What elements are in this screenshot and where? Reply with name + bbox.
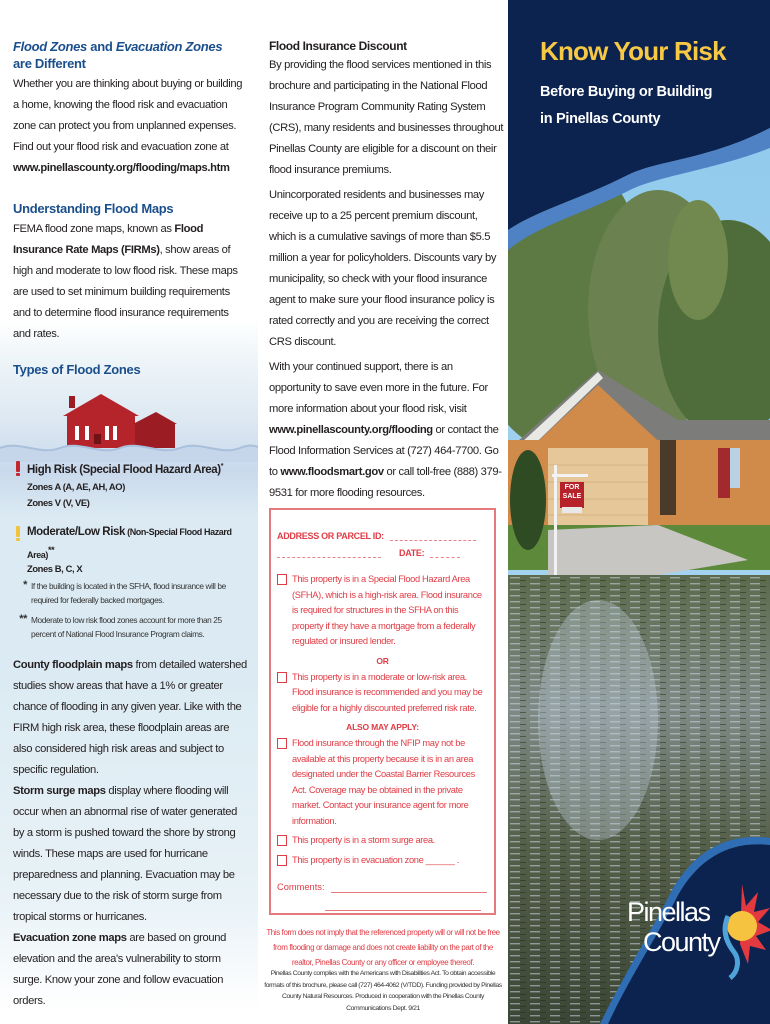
maps-link[interactable]: www.pinellascounty.org/flooding/maps.htm bbox=[13, 162, 230, 174]
zones-bcx: Zones B, C, X bbox=[27, 562, 83, 574]
discount-para-2: Unincorporated residents and businesses may receive up to a 25 percent premium discount, which is a cumulative savings of more than $5.5 million a year for policyholders. Discounts vary by municipality, so check with your flood insurance agent to make sure your flood insurance policy is rated correctly and you are receiving the correct CRS discount. bbox=[269, 189, 497, 348]
also-may-apply-label: ALSO MAY APPLY: bbox=[346, 722, 419, 732]
property-disclosure-form bbox=[269, 508, 496, 915]
high-risk-alert-icon bbox=[15, 461, 21, 476]
pinellas-county-logo: Pinellas County bbox=[622, 880, 770, 1010]
checkbox-moderate-risk[interactable] bbox=[277, 672, 287, 683]
check-row-moderate: This property is in a moderate or low-risk area. Flood insurance is recommended and you may be eligible for a highly discounted preferred risk rate. bbox=[277, 670, 488, 717]
comments-field-line2[interactable] bbox=[325, 893, 481, 911]
zones-v: Zones V (V, VE) bbox=[27, 496, 90, 508]
center-panel bbox=[258, 0, 508, 1024]
section-heading-zones: Flood Zones and Evacuation Zones are Different bbox=[13, 39, 223, 71]
section-heading-understanding: Understanding Flood Maps bbox=[13, 201, 174, 216]
understanding-maps-section bbox=[13, 200, 248, 345]
understanding-maps-text: FEMA flood zone maps, known as Flood Insurance Rate Maps (FIRMs), show areas of high and moderate to low flood risk. These maps are used to set minimum building requirements and to determine flood insurance requirements and rates. bbox=[13, 223, 238, 340]
comments-label: Comments: bbox=[277, 882, 325, 892]
date-label: DATE: bbox=[399, 548, 425, 558]
discount-para-3: With your continued support, there is an opportunity to save even more in the future. For more information about your flood risk, visit www.pinellascounty.org/flooding or contact the Flood Information Services at (727) 464-7700. Go to www.floodsmart.gov or call toll-free (888) 379-9531 for more flooding resources. bbox=[269, 361, 502, 499]
checkbox-cbra[interactable] bbox=[277, 738, 287, 749]
footnote-claims: ** Moderate to low risk flood zones account for more than 25 percent of National Flood Insurance Program claims. bbox=[19, 612, 222, 639]
check-row-cbra: Flood insurance through the NFIP may not be available at this property because it is in an area designated under the Coastal Barrier Resources Act. Coverage may be obtained in the private market. Contact your insurance agent for more information. bbox=[277, 736, 488, 829]
ada-notice: Pinellas County complies with the Americans with Disabilities Act. To obtain accessible formats of this brochure, please call (727) 464-4062 (V/TDD). Funding provided by Pinellas County Natural Resources. Produced in cooperation with the Pinellas County Communications Dept. 9/21 bbox=[264, 970, 502, 1012]
form-disclaimer: This form does not imply that the referenced property will or will not be free from flooding or damage and does not create liability on the part of the realtor, Pinellas County or any officer or employee thereof. bbox=[266, 928, 500, 967]
flooded-house-photo bbox=[508, 0, 770, 1024]
zones-intro-section bbox=[13, 38, 248, 190]
flooding-link[interactable]: www.pinellascounty.org/flooding bbox=[269, 424, 433, 436]
check-row-evac-zone: This property is in evacuation zone ______ . bbox=[277, 853, 488, 869]
address-field-line2[interactable] bbox=[277, 557, 381, 558]
floodsmart-link[interactable]: www.floodsmart.gov bbox=[280, 466, 384, 478]
water-wave-icon bbox=[0, 438, 258, 462]
date-field[interactable] bbox=[430, 557, 460, 558]
footnote-sfha: * If the building is located in the SFHA, flood insurance will be required for federally backed mortgages. bbox=[23, 578, 226, 605]
discount-heading: Flood Insurance Discount bbox=[269, 39, 407, 53]
section-heading-types: Types of Flood Zones bbox=[13, 362, 141, 377]
checkbox-sfha[interactable] bbox=[277, 574, 287, 585]
cover-title: Know Your Risk bbox=[540, 36, 726, 66]
address-label: ADDRESS OR PARCEL ID: bbox=[277, 531, 384, 541]
zones-a: Zones A (A, AE, AH, AO) bbox=[27, 480, 125, 492]
maps-description: County floodplain maps from detailed watershed studies show areas that have a 1% or greater chance of flooding in any given year. Like with the FIRM high risk area, these floodplain areas are also considered high risk areas and subject to specific regulation. Storm surge maps display where flooding will occur when an abnormal rise of water generated by a storm is pushed toward the shore by strong winds. These maps are used for hurricane preparedness and planning. Evacuation may be necessary due to the risk of storm surge from tropical storms or hurricanes. Evacuation zone maps are based on ground elevation and the area's vulnerability to storm surge. Know your zone and follow evacuation orders. bbox=[13, 658, 247, 1007]
address-field[interactable] bbox=[390, 540, 476, 541]
for-sale-sign: FOR SALE bbox=[562, 484, 582, 500]
moderate-risk-block: Moderate/Low Risk (Non-Special Flood Hazard Area)** Zones B, C, X bbox=[13, 523, 248, 577]
checkbox-storm-surge[interactable] bbox=[277, 835, 287, 846]
moderate-risk-alert-icon bbox=[15, 526, 21, 541]
left-panel bbox=[0, 0, 258, 1024]
cover-panel bbox=[508, 0, 770, 1024]
sun-logo-icon bbox=[718, 880, 770, 980]
discount-para-1: By providing the flood services mentioned in this brochure and participating in the National Flood Insurance Program Community Rating System (CRS), many residents and businesses throughout Pinellas County are eligible for a discount on their flood insurance premiums. bbox=[269, 59, 504, 176]
comments-field[interactable] bbox=[331, 882, 487, 893]
high-risk-title: High Risk (Special Flood Hazard Area) bbox=[27, 463, 221, 476]
zones-intro-text: Whether you are thinking about buying or building a home, knowing the flood risk and evacuation zone can protect you from unplanned expenses. Find out your flood risk and evacuation zone at www.pinellascounty.org/flooding/maps.htm bbox=[13, 78, 243, 174]
check-row-storm-surge: This property is in a storm surge area. bbox=[277, 833, 488, 849]
flood-house-illustration bbox=[13, 386, 248, 456]
high-risk-block: High Risk (Special Flood Hazard Area)* Zones A (A, AE, AH, AO) Zones V (V, VE) bbox=[13, 458, 248, 519]
check-row-sfha: This property is in a Special Flood Hazard Area (SFHA), which is a high-risk area. Flood insurance is required for structures in the SFHA on this property if they have a mortgage from a federally regulated or insured lender. bbox=[277, 572, 488, 650]
moderate-risk-title: Moderate/Low Risk bbox=[27, 525, 125, 538]
or-label: OR bbox=[376, 655, 389, 666]
cover-subtitle: Before Buying or Building in Pinellas County bbox=[540, 84, 713, 127]
checkbox-evacuation-zone[interactable] bbox=[277, 855, 287, 866]
